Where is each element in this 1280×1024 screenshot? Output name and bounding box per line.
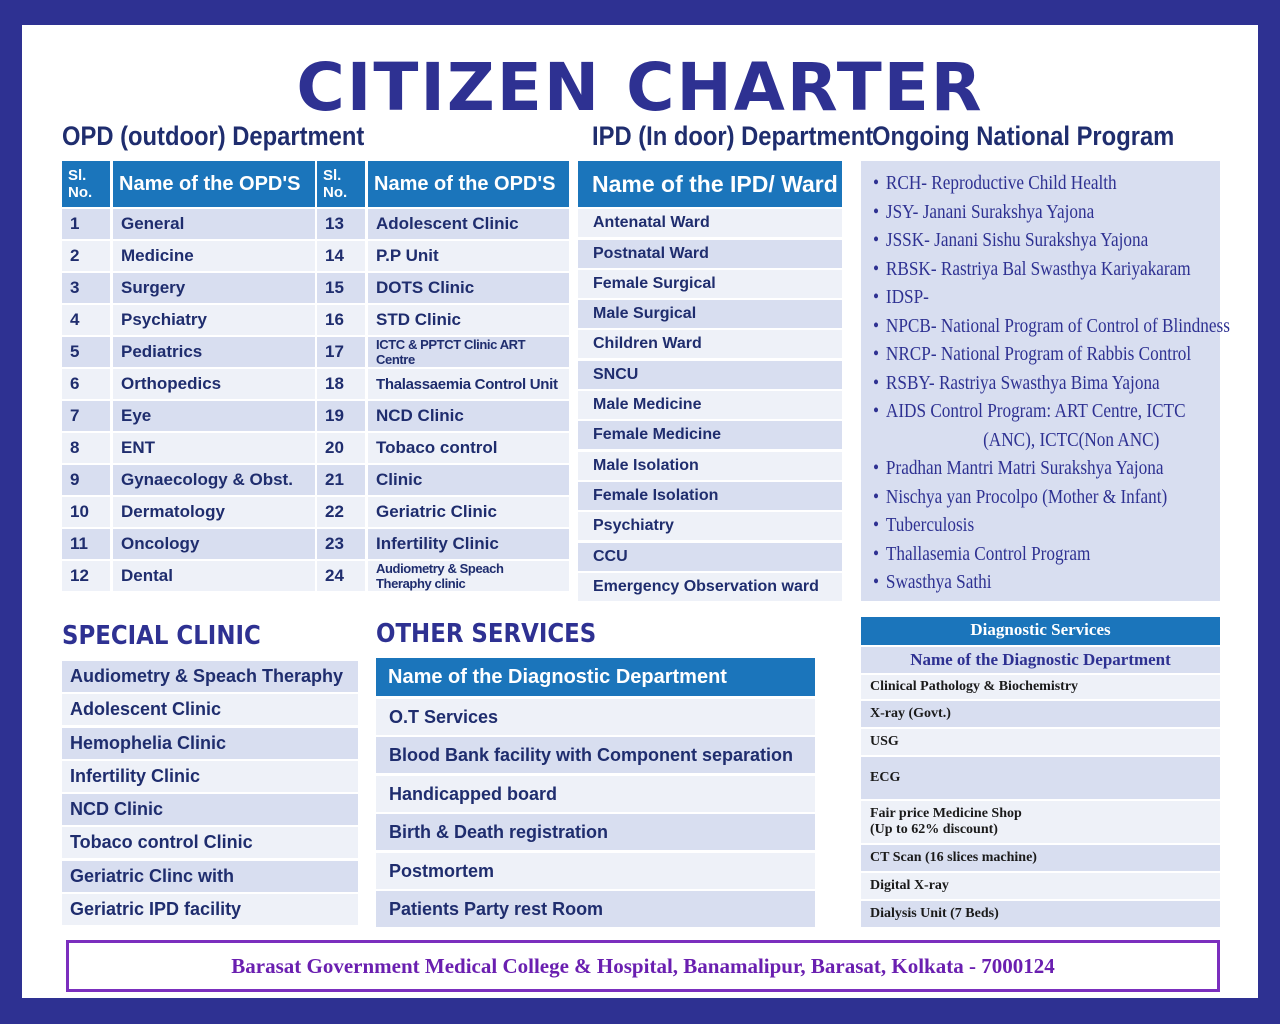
bullet-icon: • xyxy=(873,371,880,394)
national-program-item xyxy=(873,255,1191,284)
national-program-item xyxy=(873,568,1171,597)
sl-no-cell: 10 xyxy=(62,497,113,527)
national-program-text: Thallasemia Control Program xyxy=(885,542,1091,565)
opd-name-cell: Clinic xyxy=(368,465,569,495)
sl-no-cell: 23 xyxy=(317,529,368,559)
ipd-row: Male Surgical xyxy=(578,300,842,328)
table-row xyxy=(317,369,569,399)
ipd-row: Children Ward xyxy=(578,330,842,358)
national-program-text: JSY- Janani Surakshya Yajona xyxy=(885,200,1095,223)
ipd-row: CCU xyxy=(578,543,842,571)
opd-name-cell: Pediatrics xyxy=(113,337,315,367)
sl-no-cell: 11 xyxy=(62,529,113,559)
ipd-row: Female Isolation xyxy=(578,482,842,510)
table-row xyxy=(62,337,315,367)
ipd-row: Male Isolation xyxy=(578,452,842,480)
diagnostic-row-text: Digital X-ray xyxy=(870,878,949,893)
table-row xyxy=(317,561,569,591)
diagnostic-row-text: USG xyxy=(870,734,899,749)
bullet-icon: • xyxy=(873,514,880,536)
ipd-header: Name of the IPD/ Ward xyxy=(578,161,842,207)
opd-table-left xyxy=(62,159,315,593)
table-row xyxy=(317,241,569,271)
bullet-icon: • xyxy=(873,229,880,251)
other-service-row: Blood Bank facility with Component separation xyxy=(376,737,815,773)
page-title: CITIZEN CHARTER xyxy=(296,49,984,126)
national-program-item xyxy=(873,511,1171,540)
national-program-text: JSSK- Janani Sishu Surakshya Yajona xyxy=(885,229,1149,251)
sl-no-cell: 9 xyxy=(62,465,113,495)
sl-no-cell: 19 xyxy=(317,401,368,431)
national-program-text: Nischya yan Procolpo (Mother & Infant) xyxy=(885,485,1168,508)
national-program-text: RSBY- Rastriya Swasthya Bima Yajona xyxy=(885,371,1160,394)
special-clinic-heading: SPECIAL CLINIC xyxy=(62,621,261,651)
opd-name-cell: DOTS Clinic xyxy=(368,273,569,303)
ipd-heading: IPD (In door) Department xyxy=(592,121,874,151)
hospital-address-footer: Barasat Government Medical College & Hospital, Banamalipur, Barasat, Kolkata - 7000124 xyxy=(66,940,1220,992)
diagnostic-row xyxy=(861,901,1220,927)
special-clinic-list xyxy=(62,661,358,927)
opd-table-right xyxy=(317,159,569,593)
bullet-icon: • xyxy=(873,400,880,422)
opd-name-cell: General xyxy=(113,209,315,239)
ipd-row: Emergency Observation ward xyxy=(578,573,842,601)
opd-name-cell: Thalassaemia Control Unit xyxy=(368,369,569,399)
opd-name-cell: Gynaecology & Obst. xyxy=(113,465,315,495)
special-clinic-row: Tobaco control Clinic xyxy=(62,827,358,858)
diagnostic-row-note: (Up to 62% discount) xyxy=(870,822,998,837)
diagnostic-row xyxy=(861,729,1220,755)
opd-name-header: Name of the OPD'S xyxy=(368,161,569,207)
sl-no-cell: 15 xyxy=(317,273,368,303)
opd-name-cell: Dermatology xyxy=(113,497,315,527)
opd-name-cell: Medicine xyxy=(113,241,315,271)
diagnostic-row-text: Fair price Medicine Shop xyxy=(870,806,1022,821)
table-row xyxy=(62,497,315,527)
opd-heading: OPD (outdoor) Department xyxy=(62,121,365,151)
diagnostic-row-text-group xyxy=(870,806,1022,838)
table-row xyxy=(317,465,569,495)
opd-name-header: Name of the OPD'S xyxy=(113,161,315,207)
national-program-item xyxy=(873,283,1171,312)
diagnostic-row xyxy=(861,873,1220,899)
diagnostic-title: Diagnostic Services xyxy=(861,617,1220,645)
national-program-text: RBSK- Rastriya Bal Swasthya Kariyakaram xyxy=(885,257,1191,280)
national-program-item xyxy=(873,312,1230,341)
opd-name-cell: NCD Clinic xyxy=(368,401,569,431)
table-row xyxy=(317,273,569,303)
sl-no-cell: 5 xyxy=(62,337,113,367)
bullet-icon: • xyxy=(873,571,880,593)
opd-name-cell: Infertility Clinic xyxy=(368,529,569,559)
sl-no-cell: 17 xyxy=(317,337,368,367)
national-program-item xyxy=(873,169,1171,198)
other-service-row: O.T Services xyxy=(376,699,815,735)
diagnostic-row xyxy=(861,801,1220,843)
table-row xyxy=(317,497,569,527)
other-service-row: Handicapped board xyxy=(376,776,815,812)
opd-name-cell: ICTC & PPTCT Clinic ART Centre xyxy=(368,337,569,367)
special-clinic-row: Adolescent Clinic xyxy=(62,694,358,725)
table-row xyxy=(62,369,315,399)
diagnostic-row xyxy=(861,701,1220,727)
other-service-row: Patients Party rest Room xyxy=(376,891,815,927)
table-row xyxy=(317,529,569,559)
national-program-item xyxy=(873,540,1171,569)
table-row xyxy=(62,305,315,335)
national-program-panel xyxy=(861,161,1230,601)
opd-name-cell: Dental xyxy=(113,561,315,591)
national-program-item-continued: (ANC), ICTC(Non ANC) xyxy=(983,428,1160,451)
table-row xyxy=(62,529,315,559)
national-program-text: IDSP- xyxy=(885,286,929,308)
national-program-heading: Ongoing National Program xyxy=(872,121,1175,151)
sl-no-cell: 13 xyxy=(317,209,368,239)
sl-no-cell: 14 xyxy=(317,241,368,271)
opd-name-cell: Psychiatry xyxy=(113,305,315,335)
special-clinic-row: NCD Clinic xyxy=(62,794,358,825)
bullet-icon: • xyxy=(873,457,880,479)
bullet-icon: • xyxy=(873,172,880,194)
diagnostic-row xyxy=(861,845,1220,871)
table-row xyxy=(317,337,569,367)
opd-name-cell: Orthopedics xyxy=(113,369,315,399)
diagnostic-services-table xyxy=(861,617,1220,927)
opd-name-cell: P.P Unit xyxy=(368,241,569,271)
table-row xyxy=(317,305,569,335)
ipd-row: Female Medicine xyxy=(578,421,842,449)
sl-no-cell: 22 xyxy=(317,497,368,527)
opd-name-cell: ENT xyxy=(113,433,315,463)
special-clinic-row: Geriatric Clinc with xyxy=(62,861,358,892)
table-row xyxy=(62,273,315,303)
opd-name-cell: Tobaco control xyxy=(368,433,569,463)
national-program-text: NPCB- National Program of Control of Blindness xyxy=(885,314,1230,337)
bullet-icon: • xyxy=(873,314,880,337)
other-service-row: Postmortem xyxy=(376,853,815,889)
sl-no-header: Sl. No. xyxy=(62,161,113,207)
national-program-item xyxy=(873,454,1171,483)
bullet-icon: • xyxy=(873,542,880,565)
ipd-table xyxy=(578,161,842,601)
sl-no-cell: 21 xyxy=(317,465,368,495)
sl-no-cell: 4 xyxy=(62,305,113,335)
other-services-heading: OTHER SERVICES xyxy=(376,619,597,649)
national-program-item xyxy=(873,369,1171,398)
opd-name-cell: Eye xyxy=(113,401,315,431)
sl-no-cell: 2 xyxy=(62,241,113,271)
opd-name-cell: Adolescent Clinic xyxy=(368,209,569,239)
national-program-item xyxy=(873,483,1171,512)
sl-no-cell: 8 xyxy=(62,433,113,463)
national-program-item xyxy=(873,340,1192,369)
national-program-text: Swasthya Sathi xyxy=(885,571,992,593)
bullet-icon: • xyxy=(873,257,880,280)
national-program-text: RCH- Reproductive Child Health xyxy=(885,172,1117,194)
sl-no-cell: 12 xyxy=(62,561,113,591)
ipd-row: SNCU xyxy=(578,361,842,389)
ipd-row: Female Surgical xyxy=(578,270,842,298)
opd-name-cell: Geriatric Clinic xyxy=(368,497,569,527)
national-program-item xyxy=(873,226,1171,255)
table-row xyxy=(62,561,315,591)
national-program-text: NRCP- National Program of Rabbis Control xyxy=(885,343,1192,365)
other-services-table xyxy=(376,658,815,927)
special-clinic-row: Hemophelia Clinic xyxy=(62,728,358,759)
sl-no-cell: 24 xyxy=(317,561,368,591)
table-row xyxy=(62,401,315,431)
sl-no-cell: 20 xyxy=(317,433,368,463)
diagnostic-row-text: CT Scan (16 slices machine) xyxy=(870,850,1037,865)
diagnostic-row xyxy=(861,757,1220,799)
sl-no-cell: 7 xyxy=(62,401,113,431)
table-row xyxy=(317,209,569,239)
table-row xyxy=(62,465,315,495)
special-clinic-row: Geriatric IPD facility xyxy=(62,894,358,925)
bullet-icon: • xyxy=(873,286,880,308)
other-service-row: Birth & Death registration xyxy=(376,814,815,850)
national-program-item xyxy=(873,397,1186,426)
national-program-text: Tuberculosis xyxy=(885,514,975,536)
table-row xyxy=(62,241,315,271)
opd-name-cell: Surgery xyxy=(113,273,315,303)
ipd-row: Postnatal Ward xyxy=(578,240,842,268)
ipd-row: Antenatal Ward xyxy=(578,209,842,237)
sl-no-cell: 1 xyxy=(62,209,113,239)
ipd-row: Male Medicine xyxy=(578,391,842,419)
bullet-icon: • xyxy=(873,200,880,223)
bullet-icon: • xyxy=(873,485,880,508)
diagnostic-row-text: Clinical Pathology & Biochemistry xyxy=(870,679,1079,694)
table-row xyxy=(317,433,569,463)
table-row xyxy=(317,401,569,431)
special-clinic-row: Infertility Clinic xyxy=(62,761,358,792)
citizen-charter-board xyxy=(22,25,1258,998)
opd-name-cell: Audiometry & Speach Theraphy clinic xyxy=(368,561,569,591)
diagnostic-subheader: Name of the Diagnostic Department xyxy=(861,647,1220,673)
sl-no-cell: 16 xyxy=(317,305,368,335)
other-services-header: Name of the Diagnostic Department xyxy=(376,658,815,696)
sl-no-cell: 3 xyxy=(62,273,113,303)
sl-no-cell: 6 xyxy=(62,369,113,399)
diagnostic-row-text: X-ray (Govt.) xyxy=(870,706,951,721)
special-clinic-row: Audiometry & Speach Theraphy xyxy=(62,661,358,692)
diagnostic-row-text: ECG xyxy=(870,770,901,785)
opd-name-cell: Oncology xyxy=(113,529,315,559)
diagnostic-row xyxy=(861,675,1220,699)
ipd-row: Psychiatry xyxy=(578,512,842,540)
diagnostic-row-text: Dialysis Unit (7 Beds) xyxy=(870,906,999,921)
bullet-icon: • xyxy=(873,343,880,365)
table-row xyxy=(62,433,315,463)
table-row xyxy=(62,209,315,239)
national-program-text: Pradhan Mantri Matri Surakshya Yajona xyxy=(885,457,1164,479)
sl-no-cell: 18 xyxy=(317,369,368,399)
sl-no-header: Sl. No. xyxy=(317,161,368,207)
opd-name-cell: STD Clinic xyxy=(368,305,569,335)
national-program-text: AIDS Control Program: ART Centre, ICTC xyxy=(885,400,1186,422)
national-program-item xyxy=(873,198,1171,227)
